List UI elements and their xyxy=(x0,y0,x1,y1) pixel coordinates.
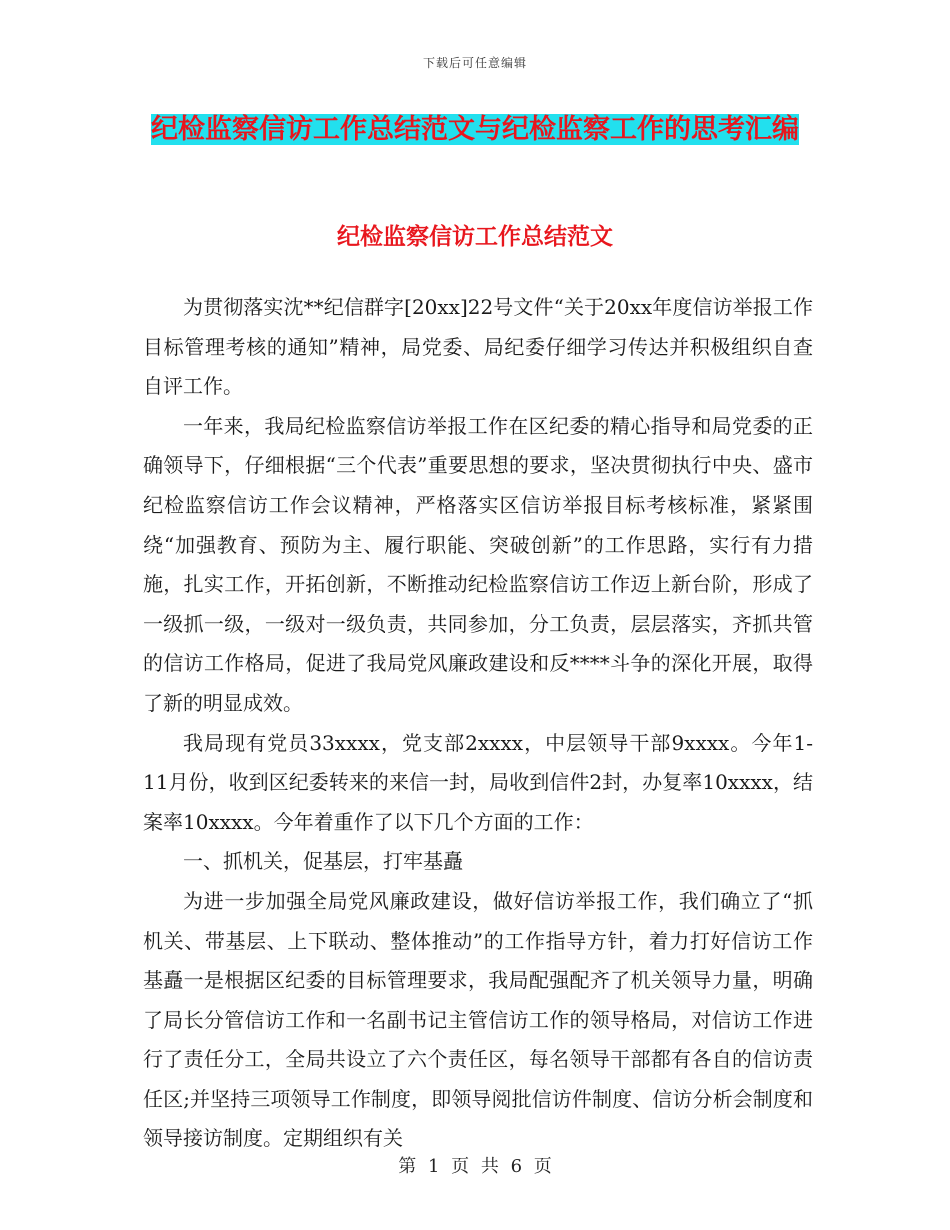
document-title-text: 纪检监察信访工作总结范文与纪检监察工作的思考汇编 xyxy=(151,114,799,145)
header-note: 下载后可任意编辑 xyxy=(422,56,527,70)
page-number: 第 1 页 共 6 页 xyxy=(398,1156,552,1177)
paragraph: 为贯彻落实沈**纪信群字[20xx]22号文件“关于20xx年度信访举报工作目标管理考核的通知”精神，局党委、局纪委仔细学习传达并积极组织自查自评工作。 xyxy=(143,295,813,399)
section-title: 纪检监察信访工作总结范文 xyxy=(337,223,613,250)
document-body xyxy=(143,288,813,1159)
paragraph: 我局现有党员33xxxx，党支部2xxxx，中层领导干部9xxxx。今年1-11月份，收到区纪委转来的来信一封，局收到信件2封，办复率10xxxx，结案率10xxxx。今年着重作了以下几个方面的工作： xyxy=(143,730,813,834)
paragraph: 一年来，我局纪检监察信访举报工作在区纪委的精心指导和局党委的正确领导下，仔细根据“三个代表”重要思想的要求，坚决贯彻执行中央、盛市纪检监察信访工作会议精神，严格落实区信访举报目标考核标准，紧紧围绕“加强教育、预防为主、履行职能、突破创新”的工作思路，实行有力措施，扎实工作，开拓创新，不断推动纪检监察信访工作迈上新台阶，形成了一级抓一级，一级对一级负责，共同参加，分工负责，层层落实，齐抓共管的信访工作格局，促进了我局党风廉政建设和反****斗争的深化开展，取得了新的明显成效。 xyxy=(143,413,813,715)
subheading: 一、抓机关，促基层，打牢基矗 xyxy=(183,849,463,874)
paragraph: 为进一步加强全局党风廉政建设，做好信访举报工作，我们确立了“抓机关、带基层、上下联动、整体推动”的工作指导方针，着力打好信访工作基矗一是根据区纪委的目标管理要求，我局配强配齐了机关领导力量，明确了局长分管信访工作和一名副书记主管信访工作的领导格局，对信访工作进行了责任分工，全局共设立了六个责任区，每名领导干部都有各自的信访责任区;并坚持三项领导工作制度，即领导阅批信访件制度、信访分析会制度和领导接访制度。定期组织有关 xyxy=(143,888,813,1151)
document-title xyxy=(140,106,810,154)
